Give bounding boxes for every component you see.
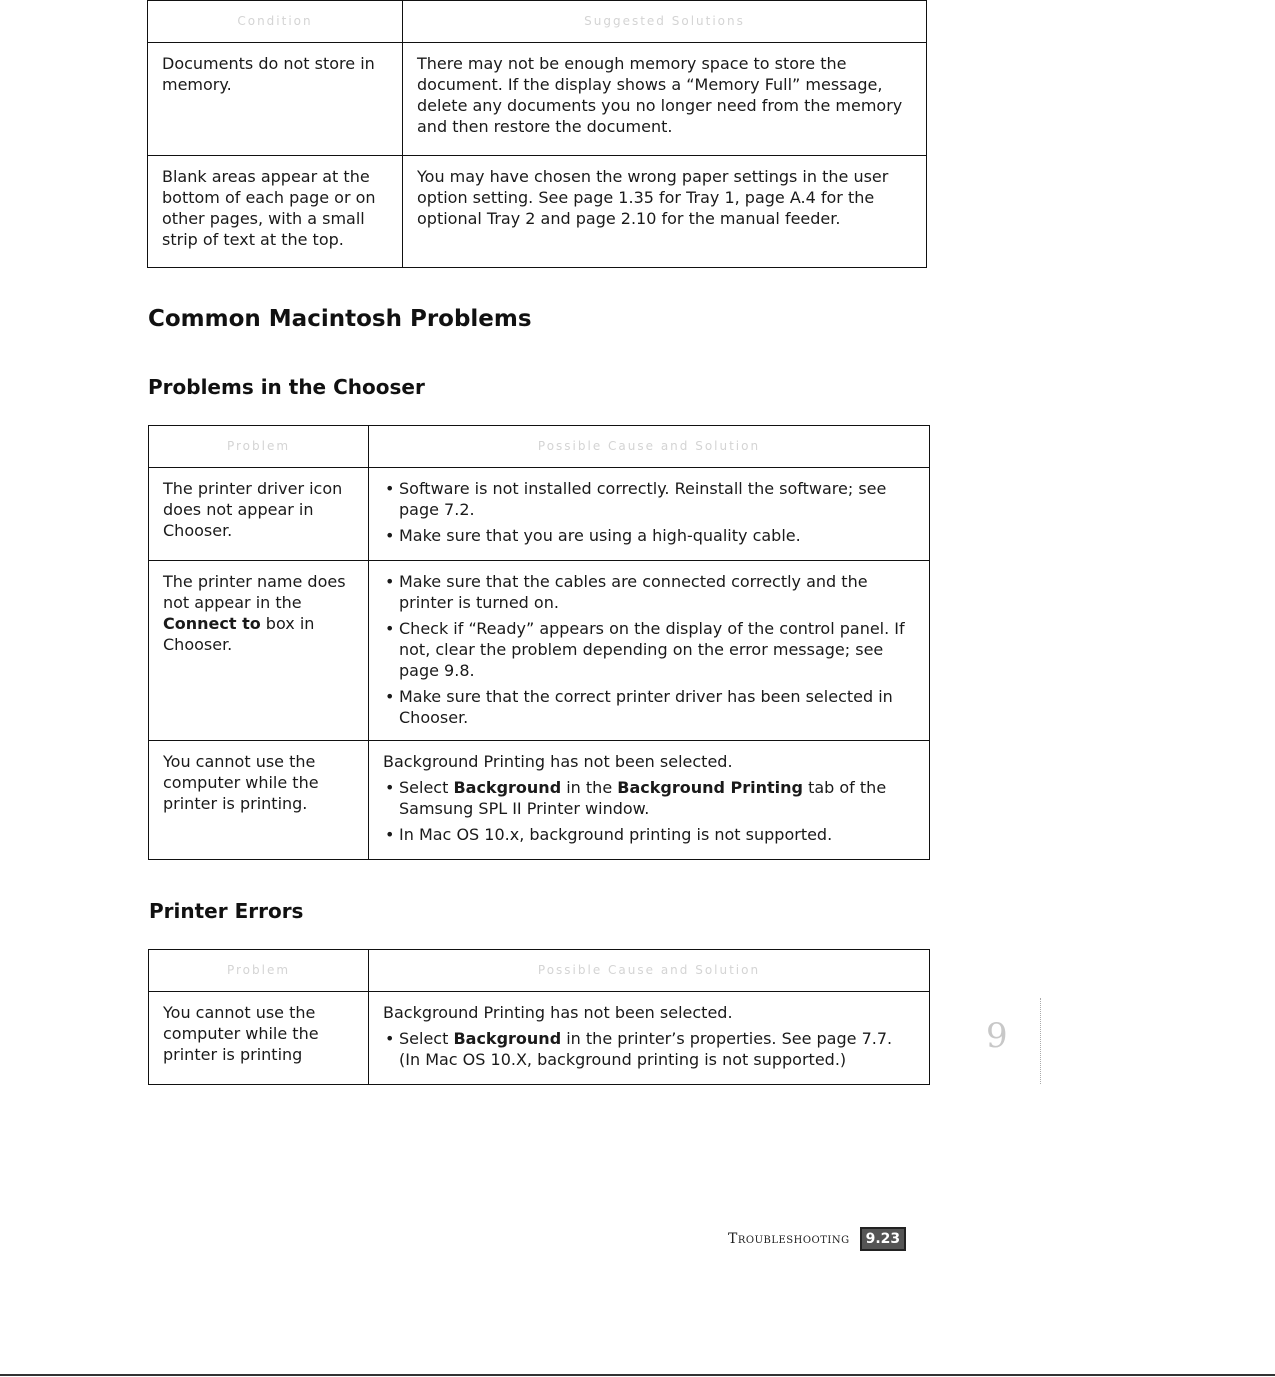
background-term: Background <box>453 778 562 797</box>
header-condition: Condition <box>148 1 403 43</box>
page-footer <box>728 1227 906 1251</box>
list-text: Select <box>399 778 454 797</box>
solution-list <box>383 571 917 728</box>
header-solution: Suggested Solutions <box>403 1 927 43</box>
condition-text: The printer name does not appear in the <box>163 572 346 612</box>
row-condition: Blank areas appear at the bottom of each page or on other pages, with a small strip of text at the top. <box>148 156 403 268</box>
background-term: Background <box>453 1029 562 1048</box>
section-title: Common Macintosh Problems <box>148 306 532 332</box>
list-item: • Check if “Ready” appears on the display of the control panel. If not, clear the problem depending on the error message; see page 9.8. <box>383 618 917 681</box>
table-header-row <box>148 1 927 43</box>
row-condition: You cannot use the computer while the printer is printing <box>149 992 369 1085</box>
printer-errors-subtitle: Printer Errors <box>149 899 304 923</box>
row-condition <box>149 561 369 741</box>
row-solution <box>369 561 930 741</box>
table-row <box>149 561 930 741</box>
header-solution: Possible Cause and Solution <box>369 950 930 992</box>
footer-section-label: Troubleshooting <box>728 1231 850 1247</box>
row-solution: You may have chosen the wrong paper settings in the user option setting. See page 1.35 for Tray 1, page A.4 for the optional Tray 2 and page 2.10 for the manual feeder. <box>403 156 927 268</box>
condition-text: box in Chooser. <box>163 614 315 654</box>
solution-list <box>383 478 917 546</box>
chooser-problems-table <box>148 425 930 860</box>
troubleshooting-table-top <box>147 0 927 268</box>
list-text: tab of the Samsung SPL II Printer window. <box>399 778 887 818</box>
row-solution <box>369 741 930 860</box>
row-condition: The printer driver icon does not appear in Chooser. <box>149 468 369 561</box>
list-item: • Make sure that you are using a high-quality cable. <box>383 525 917 546</box>
list-item: • Make sure that the cables are connected correctly and the printer is turned on. <box>383 571 917 613</box>
list-text: Select <box>399 1029 454 1048</box>
list-text: in the printer’s properties. See page 7.7. (In Mac OS 10.X, background printing is not supported.) <box>399 1029 893 1069</box>
row-condition: You cannot use the computer while the printer is printing. <box>149 741 369 860</box>
list-item: • Software is not installed correctly. Reinstall the software; see page 7.2. <box>383 478 917 520</box>
chooser-subtitle: Problems in the Chooser <box>148 375 425 399</box>
row-solution <box>369 992 930 1085</box>
solution-list <box>383 1028 917 1070</box>
background-printing-term: Background Printing <box>617 778 803 797</box>
list-item <box>383 1028 917 1070</box>
table-header-row <box>149 426 930 468</box>
header-solution: Possible Cause and Solution <box>369 426 930 468</box>
table-row <box>149 468 930 561</box>
bottom-rule <box>0 1374 1275 1376</box>
solution-lead: Background Printing has not been selected. <box>383 752 733 771</box>
chapter-number: 9 <box>986 1016 1008 1056</box>
list-item <box>383 777 917 819</box>
solution-list <box>383 777 917 845</box>
printer-errors-table <box>148 949 930 1085</box>
list-item: • In Mac OS 10.x, background printing is not supported. <box>383 824 917 845</box>
row-solution: There may not be enough memory space to store the document. If the display shows a “Memory Full” message, delete any documents you no longer need from the memory and then restore the document. <box>403 43 927 156</box>
list-item: • Make sure that the correct printer driver has been selected in Chooser. <box>383 686 917 728</box>
solution-lead: Background Printing has not been selected. <box>383 1003 733 1022</box>
connect-to-term: Connect to <box>163 614 261 633</box>
table-row <box>149 741 930 860</box>
page-number-badge: 9.23 <box>860 1227 907 1251</box>
table-row <box>149 992 930 1085</box>
table-header-row <box>149 950 930 992</box>
list-text: in the <box>561 778 618 797</box>
row-condition: Documents do not store in memory. <box>148 43 403 156</box>
row-solution <box>369 468 930 561</box>
header-problem: Problem <box>149 426 369 468</box>
table-row <box>148 156 927 268</box>
table-row <box>148 43 927 156</box>
header-problem: Problem <box>149 950 369 992</box>
chapter-tab <box>978 998 1041 1084</box>
